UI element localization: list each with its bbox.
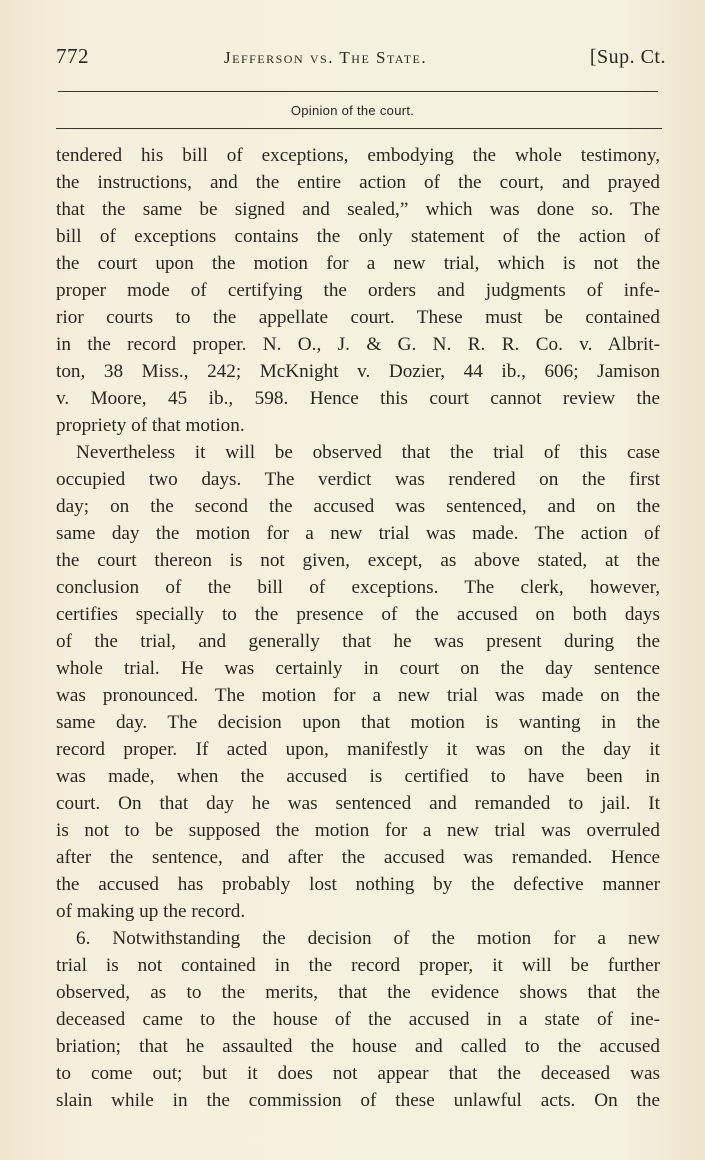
text-line: in the record proper. N. O., J. & G. N. R. R. Co. v. Albrit-	[56, 334, 660, 355]
text-line: the court thereon is not given, except, as above stated, at the	[56, 550, 660, 571]
text-line: record proper. If acted upon, manifestly it was on the day it	[56, 739, 660, 760]
text-line: observed, as to the merits, that the evidence shows that the	[56, 982, 660, 1003]
text-line: rior courts to the appellate court. These must be contained	[56, 307, 660, 328]
text-line: Nevertheless it will be observed that the trial of this case	[76, 442, 660, 463]
text-line: the accused has probably lost nothing by the defective manner	[56, 874, 660, 895]
opinion-text	[56, 142, 660, 1114]
text-line: 6. Notwithstanding the decision of the motion for a new	[76, 928, 660, 949]
text-line: court. On that day he was sentenced and remanded to jail. It	[56, 793, 660, 814]
text-line: same day the motion for a new trial was made. The action of	[56, 523, 660, 544]
section-label: Opinion of the court.	[290, 103, 415, 118]
text-line: that the same be signed and sealed,” which was done so. The	[56, 199, 660, 220]
page-number: 772	[56, 44, 89, 68]
text-line: ton, 38 Miss., 242; McKnight v. Dozier, 44 ib., 606; Jamison	[56, 361, 660, 382]
text-line: was pronounced. The motion for a new trial was made on the	[56, 685, 660, 706]
page-header	[56, 44, 666, 74]
text-line: v. Moore, 45 ib., 598. Hence this court cannot review the	[56, 388, 660, 409]
header-rule-top	[58, 91, 658, 92]
text-line: proper mode of certifying the orders and judgments of infe-	[56, 280, 660, 301]
text-line: slain while in the commission of these unlawful acts. On the	[56, 1090, 660, 1111]
text-line: is not to be supposed the motion for a new trial was overruled	[56, 820, 660, 841]
text-line: propriety of that motion.	[56, 415, 245, 436]
text-line: the court upon the motion for a new trial, which is not the	[56, 253, 660, 274]
header-rule-bottom	[56, 128, 662, 129]
text-line: of making up the record.	[56, 901, 246, 922]
running-title: Jefferson vs. The State.	[224, 48, 428, 67]
text-line: briation; that he assaulted the house and called to the accused	[56, 1036, 660, 1057]
text-line: day; on the second the accused was sentenced, and on the	[56, 496, 660, 517]
text-line: deceased came to the house of the accused in a state of ine-	[56, 1009, 660, 1030]
text-line: trial is not contained in the record proper, it will be further	[56, 955, 660, 976]
court-label: [Sup. Ct.	[589, 46, 666, 68]
text-line: of the trial, and generally that he was present during the	[56, 631, 660, 652]
text-line: the instructions, and the entire action of the court, and prayed	[56, 172, 660, 193]
text-line: same day. The decision upon that motion is wanting in the	[56, 712, 660, 733]
text-line: occupied two days. The verdict was rendered on the first	[56, 469, 660, 490]
text-line: to come out; but it does not appear that the deceased was	[56, 1063, 660, 1084]
text-line: whole trial. He was certainly in court on the day sentence	[56, 658, 660, 679]
text-line: after the sentence, and after the accused was remanded. Hence	[56, 847, 660, 868]
text-line: certifies specially to the presence of the accused on both days	[56, 604, 660, 625]
text-line: conclusion of the bill of exceptions. The clerk, however,	[56, 577, 660, 598]
text-line: tendered his bill of exceptions, embodying the whole testimony,	[56, 145, 660, 166]
text-line: was made, when the accused is certified to have been in	[56, 766, 660, 787]
text-line: bill of exceptions contains the only statement of the action of	[56, 226, 660, 247]
